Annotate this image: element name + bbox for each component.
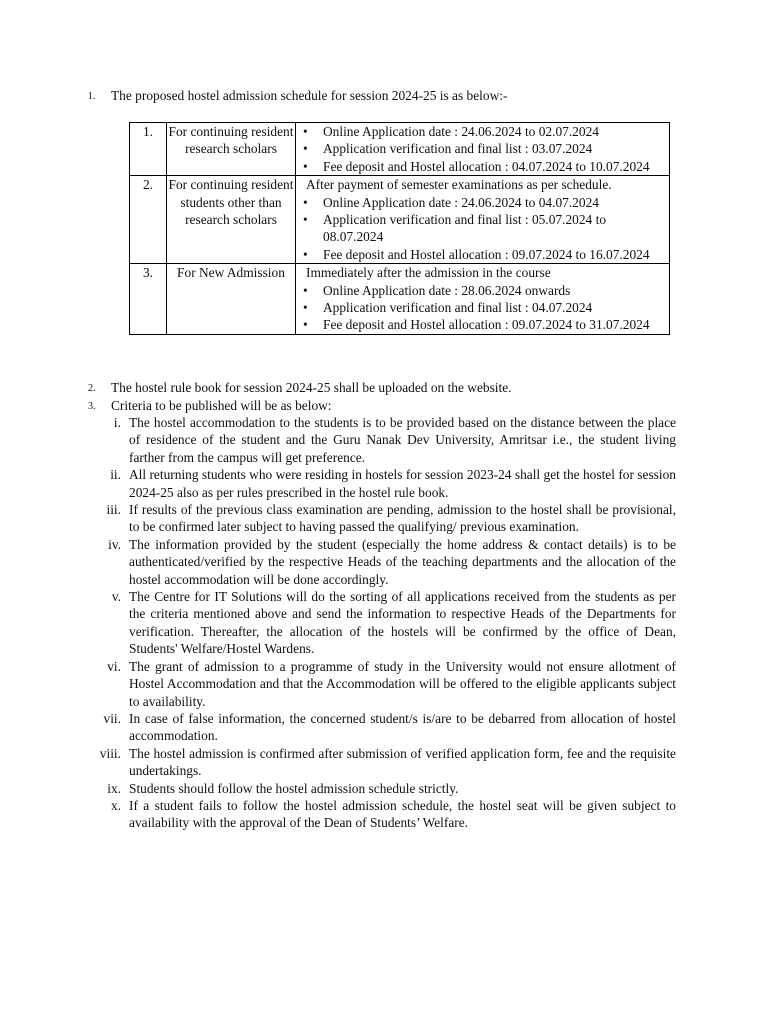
list-item: • Online Application date : 24.06.2024 to 04.07.2024 xyxy=(300,194,669,211)
list-item-number: viii. xyxy=(99,745,121,761)
list-item-number: ii. xyxy=(110,467,121,483)
list-item xyxy=(88,588,676,658)
list-item xyxy=(88,414,676,466)
item-3-text: Criteria to be published will be as below: xyxy=(111,398,332,413)
item-1-text: The proposed hostel admission schedule for session 2024-25 is as below:- xyxy=(111,88,508,103)
list-item-text: All returning students who were residing in hostels for session 2023-24 shall get the hostel for session 2024-25 also as per rules prescribed in the hostel rule book. xyxy=(129,467,676,500)
item-2-number: 2. xyxy=(88,383,96,394)
list-item-text: The information provided by the student (especially the home address & contact details) is to be authenticated/verified by the respective Heads of the teaching departments and the allocation of the hostel accommodation will be done accordingly. xyxy=(129,536,676,587)
list-item-number: vi. xyxy=(107,658,121,674)
criteria-list xyxy=(88,414,676,832)
row-number: 2. xyxy=(130,176,167,264)
list-item-number: v. xyxy=(111,589,121,605)
list-item xyxy=(88,501,676,536)
row-category: For New Admission xyxy=(167,264,296,335)
row-details xyxy=(296,264,670,335)
list-item: • Fee deposit and Hostel allocation : 09.07.2024 to 31.07.2024 xyxy=(300,316,669,333)
list-item-number: i. xyxy=(113,415,121,430)
row-intro: Immediately after the admission in the course xyxy=(306,265,551,281)
list-item-text: Students should follow the hostel admission schedule strictly. xyxy=(129,780,459,796)
list-item: • Application verification and final list : 04.07.2024 xyxy=(300,299,669,316)
hostel-schedule-table xyxy=(129,122,670,335)
list-item xyxy=(88,536,676,588)
list-item-text: In case of false information, the concerned student/s is/are to be debarred from allocation of hostel accommodation. xyxy=(129,710,676,744)
list-item-text: The Centre for IT Solutions will do the sorting of all applications received from the students as per the criteria mentioned above and send the information to respective Heads of the Departments for verification. Thereafter, the allocation of the hostels will be confirmed by the office of Dean, Students' Welfare/Hostel Wardens. xyxy=(129,589,676,657)
list-item-number: ix. xyxy=(107,780,121,796)
list-item xyxy=(88,710,676,745)
list-item-number: iii. xyxy=(106,502,121,518)
list-item-number: x. xyxy=(110,797,121,813)
list-item-text: If results of the previous class examination are pending, admission to the hostel shall be provisional, to be confirmed later subject to having passed the qualifying/ previous examination. xyxy=(129,502,676,535)
row-details xyxy=(296,123,670,176)
list-item-text: The hostel admission is confirmed after submission of verified application form, fee and the requisite undertakings. xyxy=(129,745,676,779)
list-item: • Fee deposit and Hostel allocation : 04.07.2024 to 10.07.2024 xyxy=(300,158,669,175)
row-number: 1. xyxy=(130,123,167,176)
row-category: For continuing resident students other than research scholars xyxy=(167,176,296,264)
row-number: 3. xyxy=(130,264,167,335)
list-item-number: vii. xyxy=(103,710,121,726)
item-2-text: The hostel rule book for session 2024-25 shall be uploaded on the website. xyxy=(111,380,512,395)
list-item xyxy=(88,745,676,780)
table-row xyxy=(130,264,670,335)
row-category: For continuing resident research scholars xyxy=(167,123,296,176)
row-details xyxy=(296,176,670,264)
list-item-number: iv. xyxy=(108,536,121,552)
item-1-number: 1. xyxy=(88,91,96,102)
list-item: • Application verification and final list : 05.07.2024 to 08.07.2024 xyxy=(300,211,669,246)
list-item: • Fee deposit and Hostel allocation : 09.07.2024 to 16.07.2024 xyxy=(300,246,669,263)
list-item xyxy=(88,466,676,501)
list-item xyxy=(88,780,676,797)
list-item: • Application verification and final list : 03.07.2024 xyxy=(300,140,669,157)
table-row xyxy=(130,123,670,176)
list-item: • Online Application date : 24.06.2024 to 02.07.2024 xyxy=(300,123,669,140)
list-item-text: The hostel accommodation to the students is to be provided based on the distance between the place of residence of the student and the Guru Nanak Dev University, Amritsar i.e., the student living farther from the campus will get preference. xyxy=(129,415,676,465)
item-3-number: 3. xyxy=(88,401,96,412)
table-row xyxy=(130,176,670,264)
list-item xyxy=(88,658,676,710)
row-intro: After payment of semester examinations as per schedule. xyxy=(306,177,612,193)
list-item: • Online Application date : 28.06.2024 onwards xyxy=(300,282,669,299)
list-item xyxy=(88,797,676,832)
list-item-text: The grant of admission to a programme of study in the University would not ensure allotment of Hostel Accommodation and that the Accommodation will be offered to the eligible applicants subject to availability. xyxy=(129,658,676,709)
list-item-text: If a student fails to follow the hostel admission schedule, the hostel seat will be given subject to availability with the approval of the Dean of Students’ Welfare. xyxy=(129,797,676,831)
